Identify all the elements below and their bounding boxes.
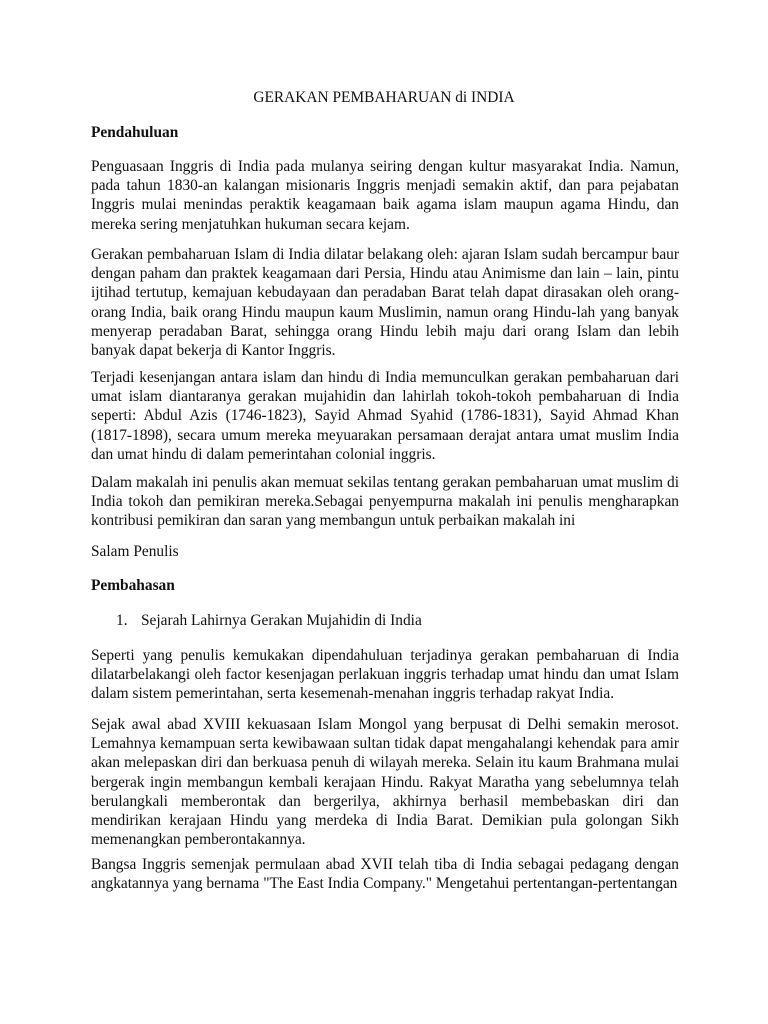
discussion-paragraph: Seperti yang penulis kemukakan dipendahuluan terjadinya gerakan pembaharuan di India dilatarbelakangi oleh factor kesenjagan perlakuan inggris terhadap umat hindu dan umat Islam dalam sistem pemerintahan, serta kesemenah-menahan inggris terhadap rakyat India. [91, 647, 679, 703]
intro-paragraph: Penguasaan Inggris di India pada mulanya seiring dengan kultur masyarakat India. Namun, pada tahun 1830-an kalangan misionaris Inggris menjadi semakin aktif, dan para pejabatan Inggris mulai menindas peraktik keagamaan baik agama islam maupun agama Hindu, dan mereka sering menjatuhkan hukuman secara kejam. [91, 158, 679, 233]
list-item [116, 611, 636, 630]
intro-paragraph: Terjadi kesenjangan antara islam dan hindu di India memunculkan gerakan pembaharuan dari umat islam diantaranya gerakan mujahidin dan lahirlah tokoh-tokoh pembaharuan di India seperti: Abdul Azis (1746-1823), Sayid Ahmad Syahid (1786-1831), Sayid Ahmad Khan (1817-1898), secara umum mereka meyuarakan persamaan derajat antara umat muslim India dan umat hindu di dalam pemerintahan colonial inggris. [91, 369, 679, 463]
intro-paragraph: Gerakan pembaharuan Islam di India dilatar belakang oleh: ajaran Islam sudah bercampur baur dengan paham dan praktek keagamaan dari Persia, Hindu atau Animisme dan lain – lain, pintu ijtihad tertutup, kemajuan kebudayaan dan peradaban Barat telah dapat dirasakan oleh orang-orang India, baik orang Hindu maupun kaum Muslimin, namun orang Hindu-lah yang banyak menyerap peradaban Barat, sehingga orang Hindu lebih maju dari orang Islam dan lebih banyak dapat bekerja di Kantor Inggris. [91, 246, 679, 360]
list-item-number: 1. [116, 612, 128, 629]
list-item-text: Sejarah Lahirnya Gerakan Mujahidin di India [141, 612, 422, 629]
heading-pembahasan: Pembahasan [91, 577, 175, 594]
discussion-paragraph: Bangsa Inggris semenjak permulaan abad XVII telah tiba di India sebagai pedagang dengan angkatannya yang bernama "The East India Company." Mengetahui pertentangan-pertentangan [91, 856, 679, 893]
discussion-paragraph: Sejak awal abad XVIII kekuasaan Islam Mongol yang berpusat di Delhi semakin merosot. Lemahnya kemampuan serta kewibawaan sultan tidak dapat mengahalangi kehendak para amir akan melepaskan diri dan berkuasa penuh di wilayah mereka. Selain itu kaum Brahmana mulai bergerak ingin membangun kembali kerajaan Hindu. Rakyat Maratha yang sebelumnya telah berulangkali memberontak dan bergerilya, akhirnya berhasil membebaskan diri dan mendirikan kerajaan Hindu yang merdeka di India Barat. Demikian pula golongan Sikh memenangkan pemberontakannya. [91, 716, 679, 849]
heading-pendahuluan: Pendahuluan [91, 124, 179, 141]
intro-paragraph: Dalam makalah ini penulis akan memuat sekilas tentang gerakan pembaharuan umat muslim di India tokoh dan pemikiran mereka.Sebagai penyempurna makalah ini penulis mengharapkan kontribusi pemikiran dan saran yang membangun untuk perbaikan makalah ini [91, 474, 679, 530]
closing-signature: Salam Penulis [91, 543, 179, 560]
page-title: GERAKAN PEMBAHARUAN di INDIA [253, 89, 515, 106]
